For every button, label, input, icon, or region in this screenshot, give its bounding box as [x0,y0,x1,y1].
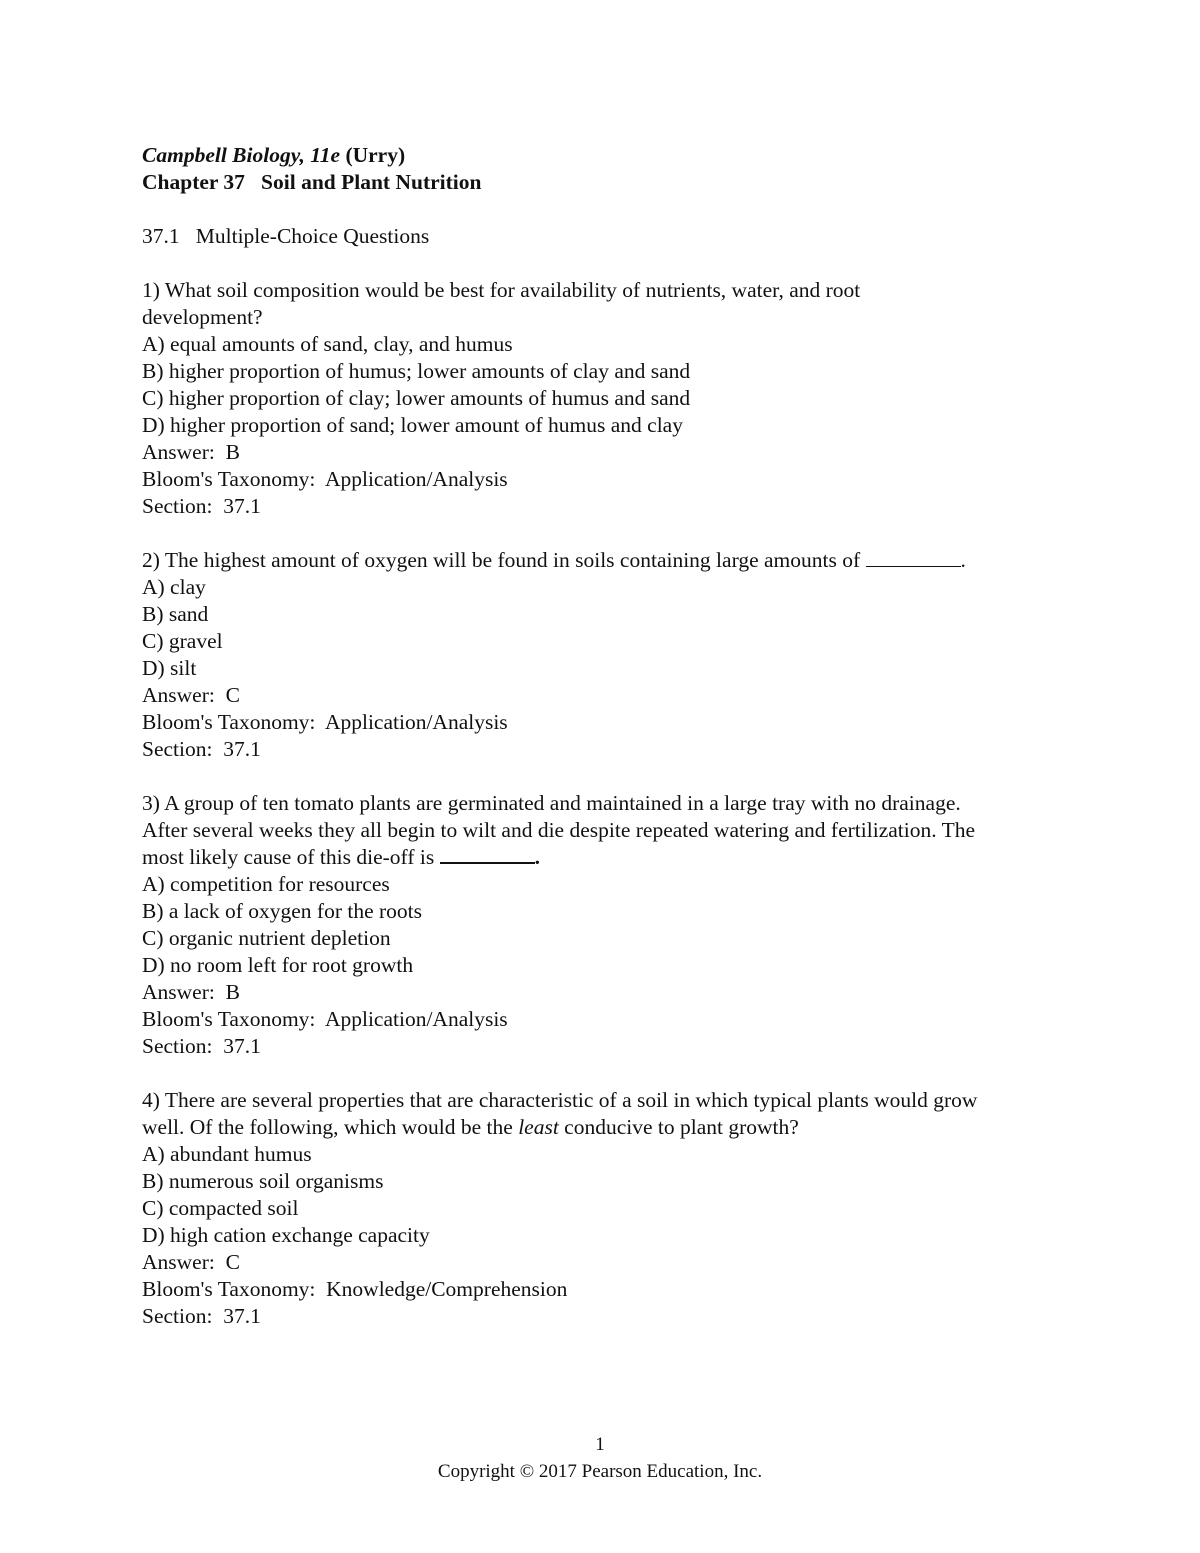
answer-option: D) higher proportion of sand; lower amount of humus and clay [142,413,683,437]
question-stem-line [142,844,1072,871]
blooms-taxonomy: Bloom's Taxonomy: Knowledge/Comprehension [142,1277,568,1301]
answer-key: Answer: B [142,440,240,464]
book-title-line [142,142,1072,169]
page-number: 1 [595,1434,605,1455]
question-stem-text: conducive to plant growth? [558,1115,799,1139]
question-4 [142,1087,1072,1330]
fill-in-blank [866,548,961,567]
blooms-taxonomy: Bloom's Taxonomy: Application/Analysis [142,467,508,491]
spacer [142,196,1072,223]
answer-key: Answer: B [142,980,240,1004]
question-1 [142,277,1072,520]
question-stem-line: After several weeks they all begin to wilt and die despite repeated watering and fertilization. The [142,818,976,842]
question-stem-line: 4) There are several properties that are characteristic of a soil in which typical plants would grow [142,1088,978,1112]
answer-option: C) organic nutrient depletion [142,926,391,950]
answer-option: A) clay [142,575,206,599]
copyright-notice: Copyright © 2017 Pearson Education, Inc. [437,1461,763,1482]
question-stem-line [142,547,1072,574]
answer-option: C) gravel [142,629,223,653]
section-reference: Section: 37.1 [142,1034,261,1058]
answer-option: D) silt [142,656,197,680]
chapter-title: Chapter 37 Soil and Plant Nutrition [142,170,482,194]
answer-option: C) higher proportion of clay; lower amounts of humus and sand [142,386,691,410]
question-stem-text: most likely cause of this die-off is [142,845,440,869]
answer-option: A) competition for resources [142,872,390,896]
question-stem-line: development? [142,305,263,329]
question-stem-text: 2) The highest amount of oxygen will be found in soils containing large amounts of [142,548,866,572]
section-heading: 37.1 Multiple-Choice Questions [142,224,430,248]
emphasis-word: least [518,1115,559,1139]
section-reference: Section: 37.1 [142,1304,261,1328]
blooms-taxonomy: Bloom's Taxonomy: Application/Analysis [142,710,508,734]
answer-option: D) no room left for root growth [142,953,414,977]
fill-in-blank [440,844,535,864]
answer-option: B) sand [142,602,209,626]
answer-option: C) compacted soil [142,1196,299,1220]
spacer [142,763,1072,790]
book-title: Campbell Biology, 11e [142,143,341,167]
question-stem-end: . [534,845,540,869]
answer-option: A) equal amounts of sand, clay, and humus [142,332,513,356]
page-content [142,142,1072,1330]
section-reference: Section: 37.1 [142,494,261,518]
question-2 [142,547,1072,763]
answer-option: A) abundant humus [142,1142,312,1166]
answer-option: B) numerous soil organisms [142,1169,384,1193]
question-3 [142,790,1072,1060]
answer-option: B) higher proportion of humus; lower amounts of clay and sand [142,359,691,383]
question-stem-line: 1) What soil composition would be best for availability of nutrients, water, and root [142,278,861,302]
answer-option: B) a lack of oxygen for the roots [142,899,423,923]
spacer [142,1060,1072,1087]
section-reference: Section: 37.1 [142,737,261,761]
spacer [142,250,1072,277]
answer-key: Answer: C [142,683,240,707]
spacer [142,520,1072,547]
question-stem-line: 3) A group of ten tomato plants are germinated and maintained in a large tray with no drainage. [142,791,961,815]
book-author: (Urry) [340,143,406,167]
answer-key: Answer: C [142,1250,240,1274]
blooms-taxonomy: Bloom's Taxonomy: Application/Analysis [142,1007,508,1031]
answer-option: D) high cation exchange capacity [142,1223,430,1247]
question-stem-line [142,1114,1072,1141]
question-stem-end: . [960,548,966,572]
question-stem-text: well. Of the following, which would be the [142,1115,519,1139]
